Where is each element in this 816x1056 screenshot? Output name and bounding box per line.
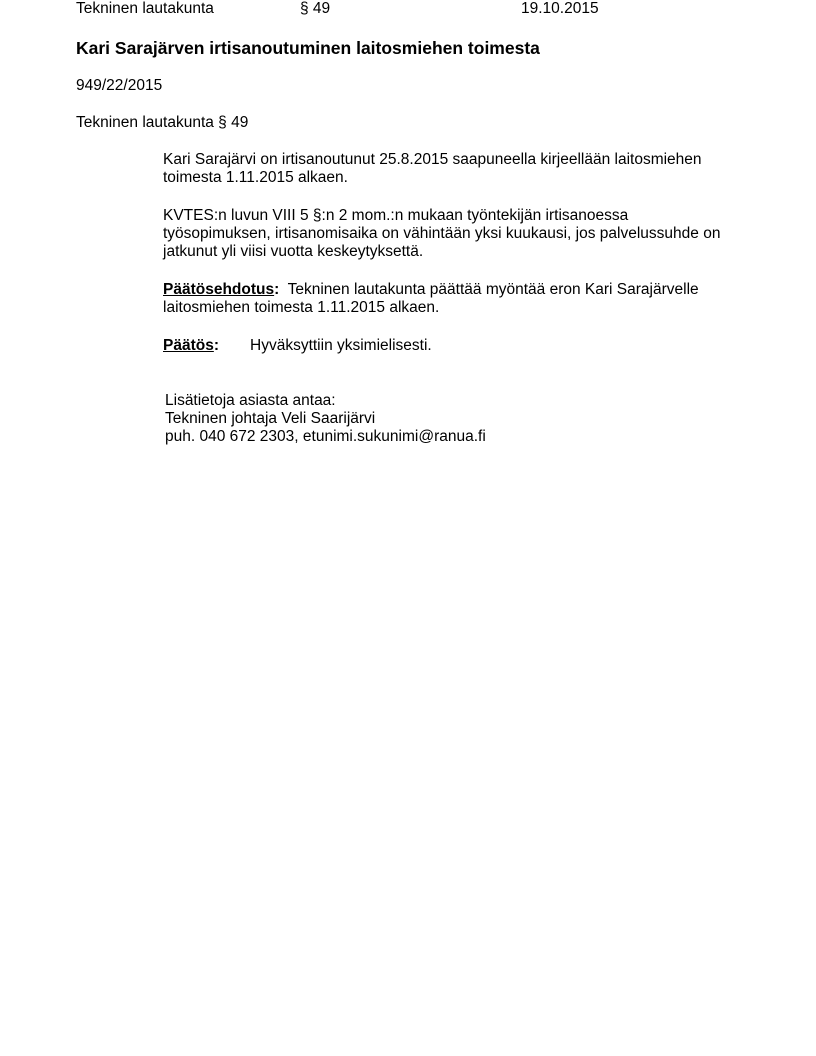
contact-info [165, 392, 765, 446]
proposal-text: Tekninen lautakunta päättää myöntää eron Kari Sarajärvelle [287, 281, 699, 298]
paragraph-line: työsopimuksen, irtisanomisaika on vähintään yksi kuukausi, jos palvelussuhde on [163, 225, 721, 242]
header-board: Tekninen lautakunta [76, 0, 214, 17]
contact-line: Lisätietoja asiasta antaa: [165, 392, 336, 409]
page-title: Kari Sarajärven irtisanoutuminen laitosmiehen toimesta [76, 38, 540, 58]
decision-colon: : [213, 337, 220, 354]
paragraph-line: Kari Sarajärvi on irtisanoutunut 25.8.2015 saapuneella kirjeellään laitosmiehen [163, 151, 702, 168]
decision [163, 337, 763, 355]
paragraph-line: KVTES:n luvun VIII 5 §:n 2 mom.:n mukaan työntekijän irtisanoessa [163, 207, 629, 224]
contact-line: Tekninen johtaja Veli Saarijärvi [165, 410, 376, 427]
decision-label: Päätös [163, 337, 214, 354]
paragraph-line: toimesta 1.11.2015 alkaen. [163, 169, 348, 186]
decision-proposal [163, 281, 763, 317]
header-date: 19.10.2015 [521, 0, 599, 17]
paragraph-kvtes [163, 207, 763, 261]
paragraph-line: jatkunut yli viisi vuotta keskeytyksettä. [163, 243, 424, 260]
contact-line: puh. 040 672 2303, etunimi.sukunimi@ranua.fi [165, 428, 486, 445]
paragraph-resignation [163, 151, 763, 187]
case-number: 949/22/2015 [76, 77, 163, 94]
decision-line [163, 337, 763, 355]
proposal-label: Päätösehdotus [163, 281, 275, 298]
proposal-line [163, 281, 763, 299]
proposal-line: laitosmiehen toimesta 1.11.2015 alkaen. [163, 299, 440, 316]
header-section: § 49 [300, 0, 331, 17]
proposal-colon: : [274, 281, 280, 298]
board-reference: Tekninen lautakunta § 49 [76, 114, 249, 131]
decision-text: Hyväksyttiin yksimielisesti. [250, 337, 432, 354]
